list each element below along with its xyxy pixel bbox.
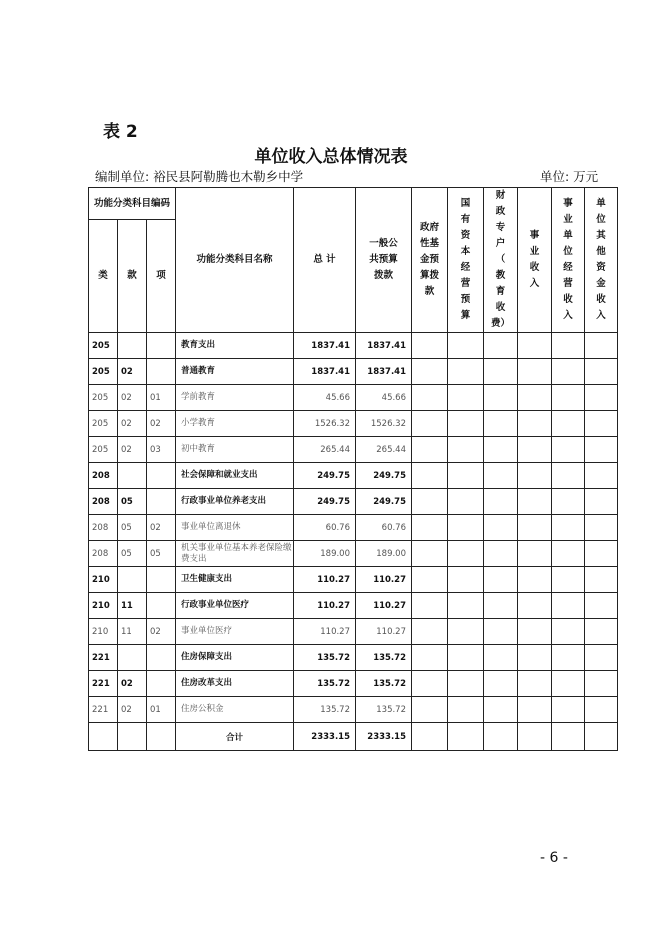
cell-general-budget: 1837.41: [356, 359, 412, 385]
cell-empty: [585, 567, 618, 593]
cell-empty: [484, 697, 518, 723]
table-row: [89, 593, 618, 619]
cell-xiang: [147, 463, 176, 489]
cell-xiang: [147, 671, 176, 697]
cell-empty: [412, 671, 448, 697]
cell-empty: [518, 333, 552, 359]
cell-xiang: 01: [147, 385, 176, 411]
cell-kuan: 02: [118, 411, 147, 437]
table-row: [89, 463, 618, 489]
cell-empty: [552, 411, 585, 437]
cell-empty: [412, 645, 448, 671]
cell-kuan: [118, 463, 147, 489]
cell-empty: [484, 489, 518, 515]
cell-empty: [518, 515, 552, 541]
header-gov-fund: 政府 性基 金预 算拨 款: [412, 188, 448, 333]
cell-total: 110.27: [294, 593, 356, 619]
cell-xiang: 05: [147, 541, 176, 567]
cell-empty: [484, 619, 518, 645]
total-row: [89, 723, 618, 751]
cell-empty: [448, 671, 484, 697]
table-number: 表 2: [103, 122, 138, 142]
table-row: [89, 645, 618, 671]
cell-xiang: 02: [147, 619, 176, 645]
cell-empty: [552, 385, 585, 411]
cell-empty: [552, 671, 585, 697]
cell-total: 249.75: [294, 463, 356, 489]
page-number: - 6 -: [540, 850, 568, 866]
cell-empty: [585, 619, 618, 645]
cell-empty: [585, 541, 618, 567]
cell-general-budget: 135.72: [356, 671, 412, 697]
cell-total: 249.75: [294, 489, 356, 515]
cell-general-budget: 189.00: [356, 541, 412, 567]
cell-xiang: 02: [147, 515, 176, 541]
cell-empty: [518, 723, 552, 751]
cell-lei: 208: [89, 463, 118, 489]
table-row: [89, 489, 618, 515]
cell-kuan: 05: [118, 515, 147, 541]
cell-kuan: 11: [118, 619, 147, 645]
cell-empty: [448, 333, 484, 359]
cell-lei: 208: [89, 515, 118, 541]
cell-name: 事业单位离退休: [176, 515, 294, 541]
cell-name: 社会保障和就业支出: [176, 463, 294, 489]
cell-kuan: 02: [118, 359, 147, 385]
cell-general-budget: 135.72: [356, 697, 412, 723]
cell-empty: [552, 359, 585, 385]
cell-empty: [552, 541, 585, 567]
cell-lei: 205: [89, 385, 118, 411]
cell-empty: [518, 541, 552, 567]
table-row: [89, 697, 618, 723]
cell-name: 普通教育: [176, 359, 294, 385]
cell-kuan: 02: [118, 437, 147, 463]
cell-name: 行政事业单位养老支出: [176, 489, 294, 515]
cell-empty: [518, 411, 552, 437]
table-row: [89, 437, 618, 463]
cell-empty: [448, 541, 484, 567]
cell-empty: [412, 593, 448, 619]
cell-empty: [412, 437, 448, 463]
cell-kuan: [118, 567, 147, 593]
cell-empty: [552, 645, 585, 671]
cell-total: 110.27: [294, 567, 356, 593]
table-row: [89, 619, 618, 645]
cell-total: 189.00: [294, 541, 356, 567]
cell-empty: [484, 385, 518, 411]
header-other-income: 单 位 其 他 资 金 收 入: [585, 188, 618, 333]
cell-empty: [585, 333, 618, 359]
cell-empty: [412, 541, 448, 567]
cell-kuan: 02: [118, 671, 147, 697]
cell-general-budget: 1526.32: [356, 411, 412, 437]
cell-xiang: [147, 567, 176, 593]
cell-empty: [585, 411, 618, 437]
cell-empty: [585, 697, 618, 723]
cell-empty: [448, 697, 484, 723]
cell-general-budget: 2333.15: [356, 723, 412, 751]
cell-empty: [484, 671, 518, 697]
cell-empty: [484, 333, 518, 359]
cell-empty: [484, 515, 518, 541]
cell-total: 1837.41: [294, 359, 356, 385]
header-func-name: 功能分类科目名称: [176, 188, 294, 333]
cell-empty: [518, 463, 552, 489]
table-row: [89, 333, 618, 359]
cell-empty: [518, 437, 552, 463]
cell-empty: [484, 645, 518, 671]
cell-empty: [448, 593, 484, 619]
cell-empty: [585, 723, 618, 751]
cell-general-budget: 110.27: [356, 567, 412, 593]
cell-name: 小学教育: [176, 411, 294, 437]
cell-lei: 210: [89, 619, 118, 645]
cell-lei: 208: [89, 489, 118, 515]
cell-empty: [448, 567, 484, 593]
cell-total: 1526.32: [294, 411, 356, 437]
cell-empty: [412, 515, 448, 541]
cell-empty: [118, 723, 147, 751]
cell-empty: [484, 437, 518, 463]
unit-label: 单位: 万元: [540, 169, 599, 184]
cell-general-budget: 1837.41: [356, 333, 412, 359]
cell-general-budget: 110.27: [356, 619, 412, 645]
cell-lei: 221: [89, 645, 118, 671]
cell-total: 135.72: [294, 671, 356, 697]
cell-xiang: 03: [147, 437, 176, 463]
cell-empty: [412, 619, 448, 645]
cell-empty: [585, 515, 618, 541]
cell-empty: [552, 437, 585, 463]
cell-empty: [518, 359, 552, 385]
cell-lei: 221: [89, 671, 118, 697]
cell-kuan: [118, 645, 147, 671]
cell-empty: [585, 385, 618, 411]
cell-empty: [585, 489, 618, 515]
cell-empty: [412, 385, 448, 411]
cell-kuan: 02: [118, 697, 147, 723]
cell-empty: [518, 567, 552, 593]
cell-total: 60.76: [294, 515, 356, 541]
cell-xiang: [147, 593, 176, 619]
header-lei: 类: [89, 220, 118, 333]
cell-name: 事业单位医疗: [176, 619, 294, 645]
cell-xiang: 02: [147, 411, 176, 437]
cell-empty: [518, 385, 552, 411]
cell-total: 265.44: [294, 437, 356, 463]
cell-empty: [585, 359, 618, 385]
cell-empty: [89, 723, 118, 751]
cell-empty: [412, 411, 448, 437]
cell-total: 45.66: [294, 385, 356, 411]
header-general-budget: 一般公 共预算 拨款: [356, 188, 412, 333]
cell-empty: [518, 697, 552, 723]
cell-empty: [518, 593, 552, 619]
header-xiang: 项: [147, 220, 176, 333]
header-business-income: 事 业 收 入: [518, 188, 552, 333]
cell-kuan: 11: [118, 593, 147, 619]
table-row: [89, 359, 618, 385]
table-row: [89, 385, 618, 411]
cell-empty: [484, 411, 518, 437]
cell-lei: 205: [89, 411, 118, 437]
cell-kuan: 02: [118, 385, 147, 411]
cell-empty: [518, 489, 552, 515]
cell-empty: [552, 723, 585, 751]
cell-lei: 205: [89, 359, 118, 385]
cell-kuan: 05: [118, 489, 147, 515]
cell-empty: [448, 515, 484, 541]
cell-empty: [552, 593, 585, 619]
cell-empty: [448, 645, 484, 671]
cell-empty: [484, 541, 518, 567]
header-func-code: 功能分类科目编码: [89, 188, 176, 220]
table-row: [89, 515, 618, 541]
cell-empty: [412, 697, 448, 723]
header-fiscal-special: 财 政 专 户 （ 教 育 收 费）: [484, 188, 518, 333]
cell-empty: [552, 463, 585, 489]
cell-general-budget: 135.72: [356, 645, 412, 671]
cell-total: 1837.41: [294, 333, 356, 359]
cell-lei: 210: [89, 593, 118, 619]
cell-name: 行政事业单位医疗: [176, 593, 294, 619]
cell-empty: [147, 723, 176, 751]
cell-xiang: [147, 333, 176, 359]
cell-name: 教育支出: [176, 333, 294, 359]
income-table: [88, 187, 618, 751]
cell-empty: [412, 463, 448, 489]
cell-general-budget: 45.66: [356, 385, 412, 411]
table-body: [89, 333, 618, 751]
cell-name: 住房保障支出: [176, 645, 294, 671]
header-operating-income: 事 业 单 位 经 营 收 入: [552, 188, 585, 333]
prepared-by: 编制单位: 裕民县阿勒腾也木勒乡中学: [95, 169, 304, 184]
cell-xiang: [147, 489, 176, 515]
cell-total: 135.72: [294, 645, 356, 671]
cell-lei: 221: [89, 697, 118, 723]
cell-empty: [484, 359, 518, 385]
header-kuan: 款: [118, 220, 147, 333]
cell-name: 学前教育: [176, 385, 294, 411]
cell-empty: [484, 593, 518, 619]
cell-kuan: [118, 333, 147, 359]
cell-empty: [585, 437, 618, 463]
cell-empty: [585, 671, 618, 697]
cell-empty: [585, 645, 618, 671]
cell-empty: [552, 567, 585, 593]
cell-xiang: [147, 359, 176, 385]
cell-empty: [552, 697, 585, 723]
cell-empty: [448, 411, 484, 437]
header-state-capital: 国 有 资 本 经 营 预 算: [448, 188, 484, 333]
cell-total: 135.72: [294, 697, 356, 723]
cell-kuan: 05: [118, 541, 147, 567]
cell-general-budget: 265.44: [356, 437, 412, 463]
cell-lei: 205: [89, 333, 118, 359]
cell-empty: [448, 723, 484, 751]
cell-name: 住房公积金: [176, 697, 294, 723]
cell-empty: [518, 671, 552, 697]
cell-lei: 210: [89, 567, 118, 593]
cell-empty: [552, 489, 585, 515]
table-row: [89, 541, 618, 567]
cell-lei: 205: [89, 437, 118, 463]
cell-xiang: [147, 645, 176, 671]
cell-empty: [585, 593, 618, 619]
cell-empty: [412, 567, 448, 593]
cell-lei: 208: [89, 541, 118, 567]
cell-empty: [448, 489, 484, 515]
cell-name: 初中教育: [176, 437, 294, 463]
cell-name: 卫生健康支出: [176, 567, 294, 593]
cell-total: 2333.15: [294, 723, 356, 751]
cell-empty: [518, 619, 552, 645]
cell-empty: [552, 619, 585, 645]
table-row: [89, 567, 618, 593]
cell-name: 机关事业单位基本养老保险缴费支出: [176, 541, 294, 567]
cell-xiang: 01: [147, 697, 176, 723]
cell-empty: [412, 723, 448, 751]
cell-name: 住房改革支出: [176, 671, 294, 697]
cell-empty: [484, 723, 518, 751]
cell-empty: [448, 437, 484, 463]
cell-empty: [585, 463, 618, 489]
cell-empty: [412, 489, 448, 515]
cell-general-budget: 110.27: [356, 593, 412, 619]
page-title: 单位收入总体情况表: [254, 147, 408, 167]
header-total: 总 计: [294, 188, 356, 333]
cell-empty: [484, 463, 518, 489]
cell-general-budget: 249.75: [356, 463, 412, 489]
cell-empty: [448, 385, 484, 411]
table-row: [89, 671, 618, 697]
table-row: [89, 411, 618, 437]
cell-general-budget: 249.75: [356, 489, 412, 515]
cell-empty: [412, 333, 448, 359]
cell-empty: [412, 359, 448, 385]
cell-empty: [552, 515, 585, 541]
total-label: 合计: [176, 723, 294, 751]
cell-empty: [448, 463, 484, 489]
cell-empty: [448, 359, 484, 385]
cell-empty: [518, 645, 552, 671]
cell-general-budget: 60.76: [356, 515, 412, 541]
cell-empty: [484, 567, 518, 593]
cell-empty: [448, 619, 484, 645]
cell-empty: [552, 333, 585, 359]
cell-total: 110.27: [294, 619, 356, 645]
